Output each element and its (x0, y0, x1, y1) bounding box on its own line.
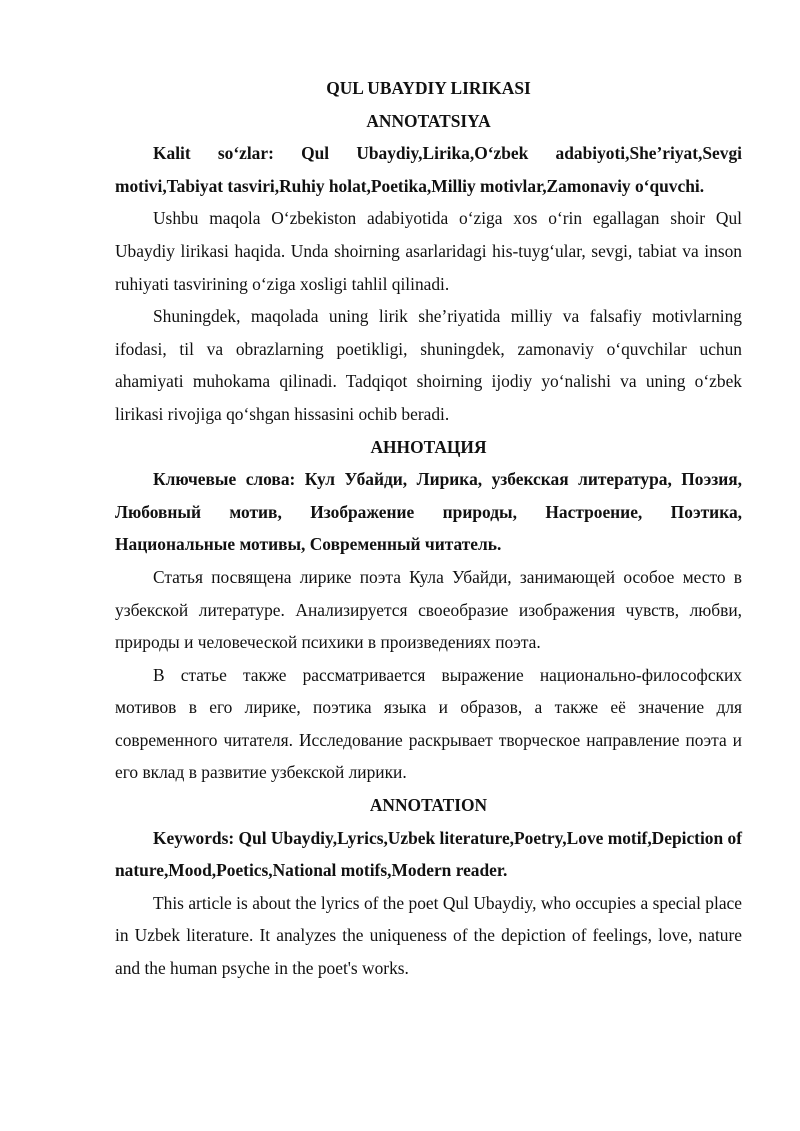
ru-keywords: Ключевые слова: Кул Убайди, Лирика, узбекская литература, Поэзия, Любовный мотив, Изображение природы, Настроение, Поэтика, Национальные мотивы, Современный читатель. (115, 469, 742, 555)
document-title: QUL UBAYDIY LIRIKASI (326, 78, 531, 98)
ru-annotation-heading: АННОТАЦИЯ (370, 436, 487, 457)
uz-paragraph-2: Shuningdek, maqolada uning lirik she’riyatida milliy va falsafiy motivlarning ifodasi, til va obrazlarning poetikligi, shuningdek, zamonaviy o‘quvchilar uchun ahamiyati muhokama qilinadi. Tadqiqot shoirning ijodiy yo‘nalishi va uning o‘zbek lirikasi rivojiga qo‘shgan hissasini ochib beradi. (115, 306, 742, 424)
en-annotation-heading: ANNOTATION (369, 795, 488, 816)
en-keywords: Keywords: Qul Ubaydiy,Lyrics,Uzbek literature,Poetry,Love motif,Depiction of nature,Mood,Poetics,National motifs,Modern reader. (115, 827, 742, 881)
document-page (115, 72, 742, 985)
en-paragraph-1: This article is about the lyrics of the poet Qul Ubaydiy, who occupies a special place in Uzbek literature. It analyzes the uniqueness of the depiction of feelings, love, nature and the human psyche in the poet's works. (115, 892, 742, 979)
ru-paragraph-1: Статья посвящена лирике поэта Кула Убайди, занимающей особое место в узбекской литературе. Анализируется своеобразие изображения чувств, любви, природы и человеческой психики в произведениях поэта. (115, 566, 742, 653)
uz-paragraph-1: Ushbu maqola O‘zbekiston adabiyotida o‘ziga xos o‘rin egallagan shoir Qul Ubaydiy lirikasi haqida. Unda shoirning asarlaridagi his-tuyg‘ular, sevgi, tabiat va inson ruhiyati tasvirining o‘ziga xosligi tahlil qilinadi. (115, 208, 742, 294)
ru-paragraph-2: В статье также рассматривается выражение национально-философских мотивов в его лирике, поэтика языка и образов, а также её значение для современного читателя. Исследование раскрывает творческое направление поэта и его вклад в развитие узбекской лирики. (115, 664, 742, 783)
uz-keywords: Kalit so‘zlar: Qul Ubaydiy,Lirika,O‘zbek adabiyoti,She’riyat,Sevgi motivi,Tabiyat tasviri,Ruhiy holat,Poetika,Milliy motivlar,Zamonaviy o‘quvchi. (115, 143, 742, 196)
uz-annotation-heading: ANNOTATSIYA (366, 110, 491, 131)
